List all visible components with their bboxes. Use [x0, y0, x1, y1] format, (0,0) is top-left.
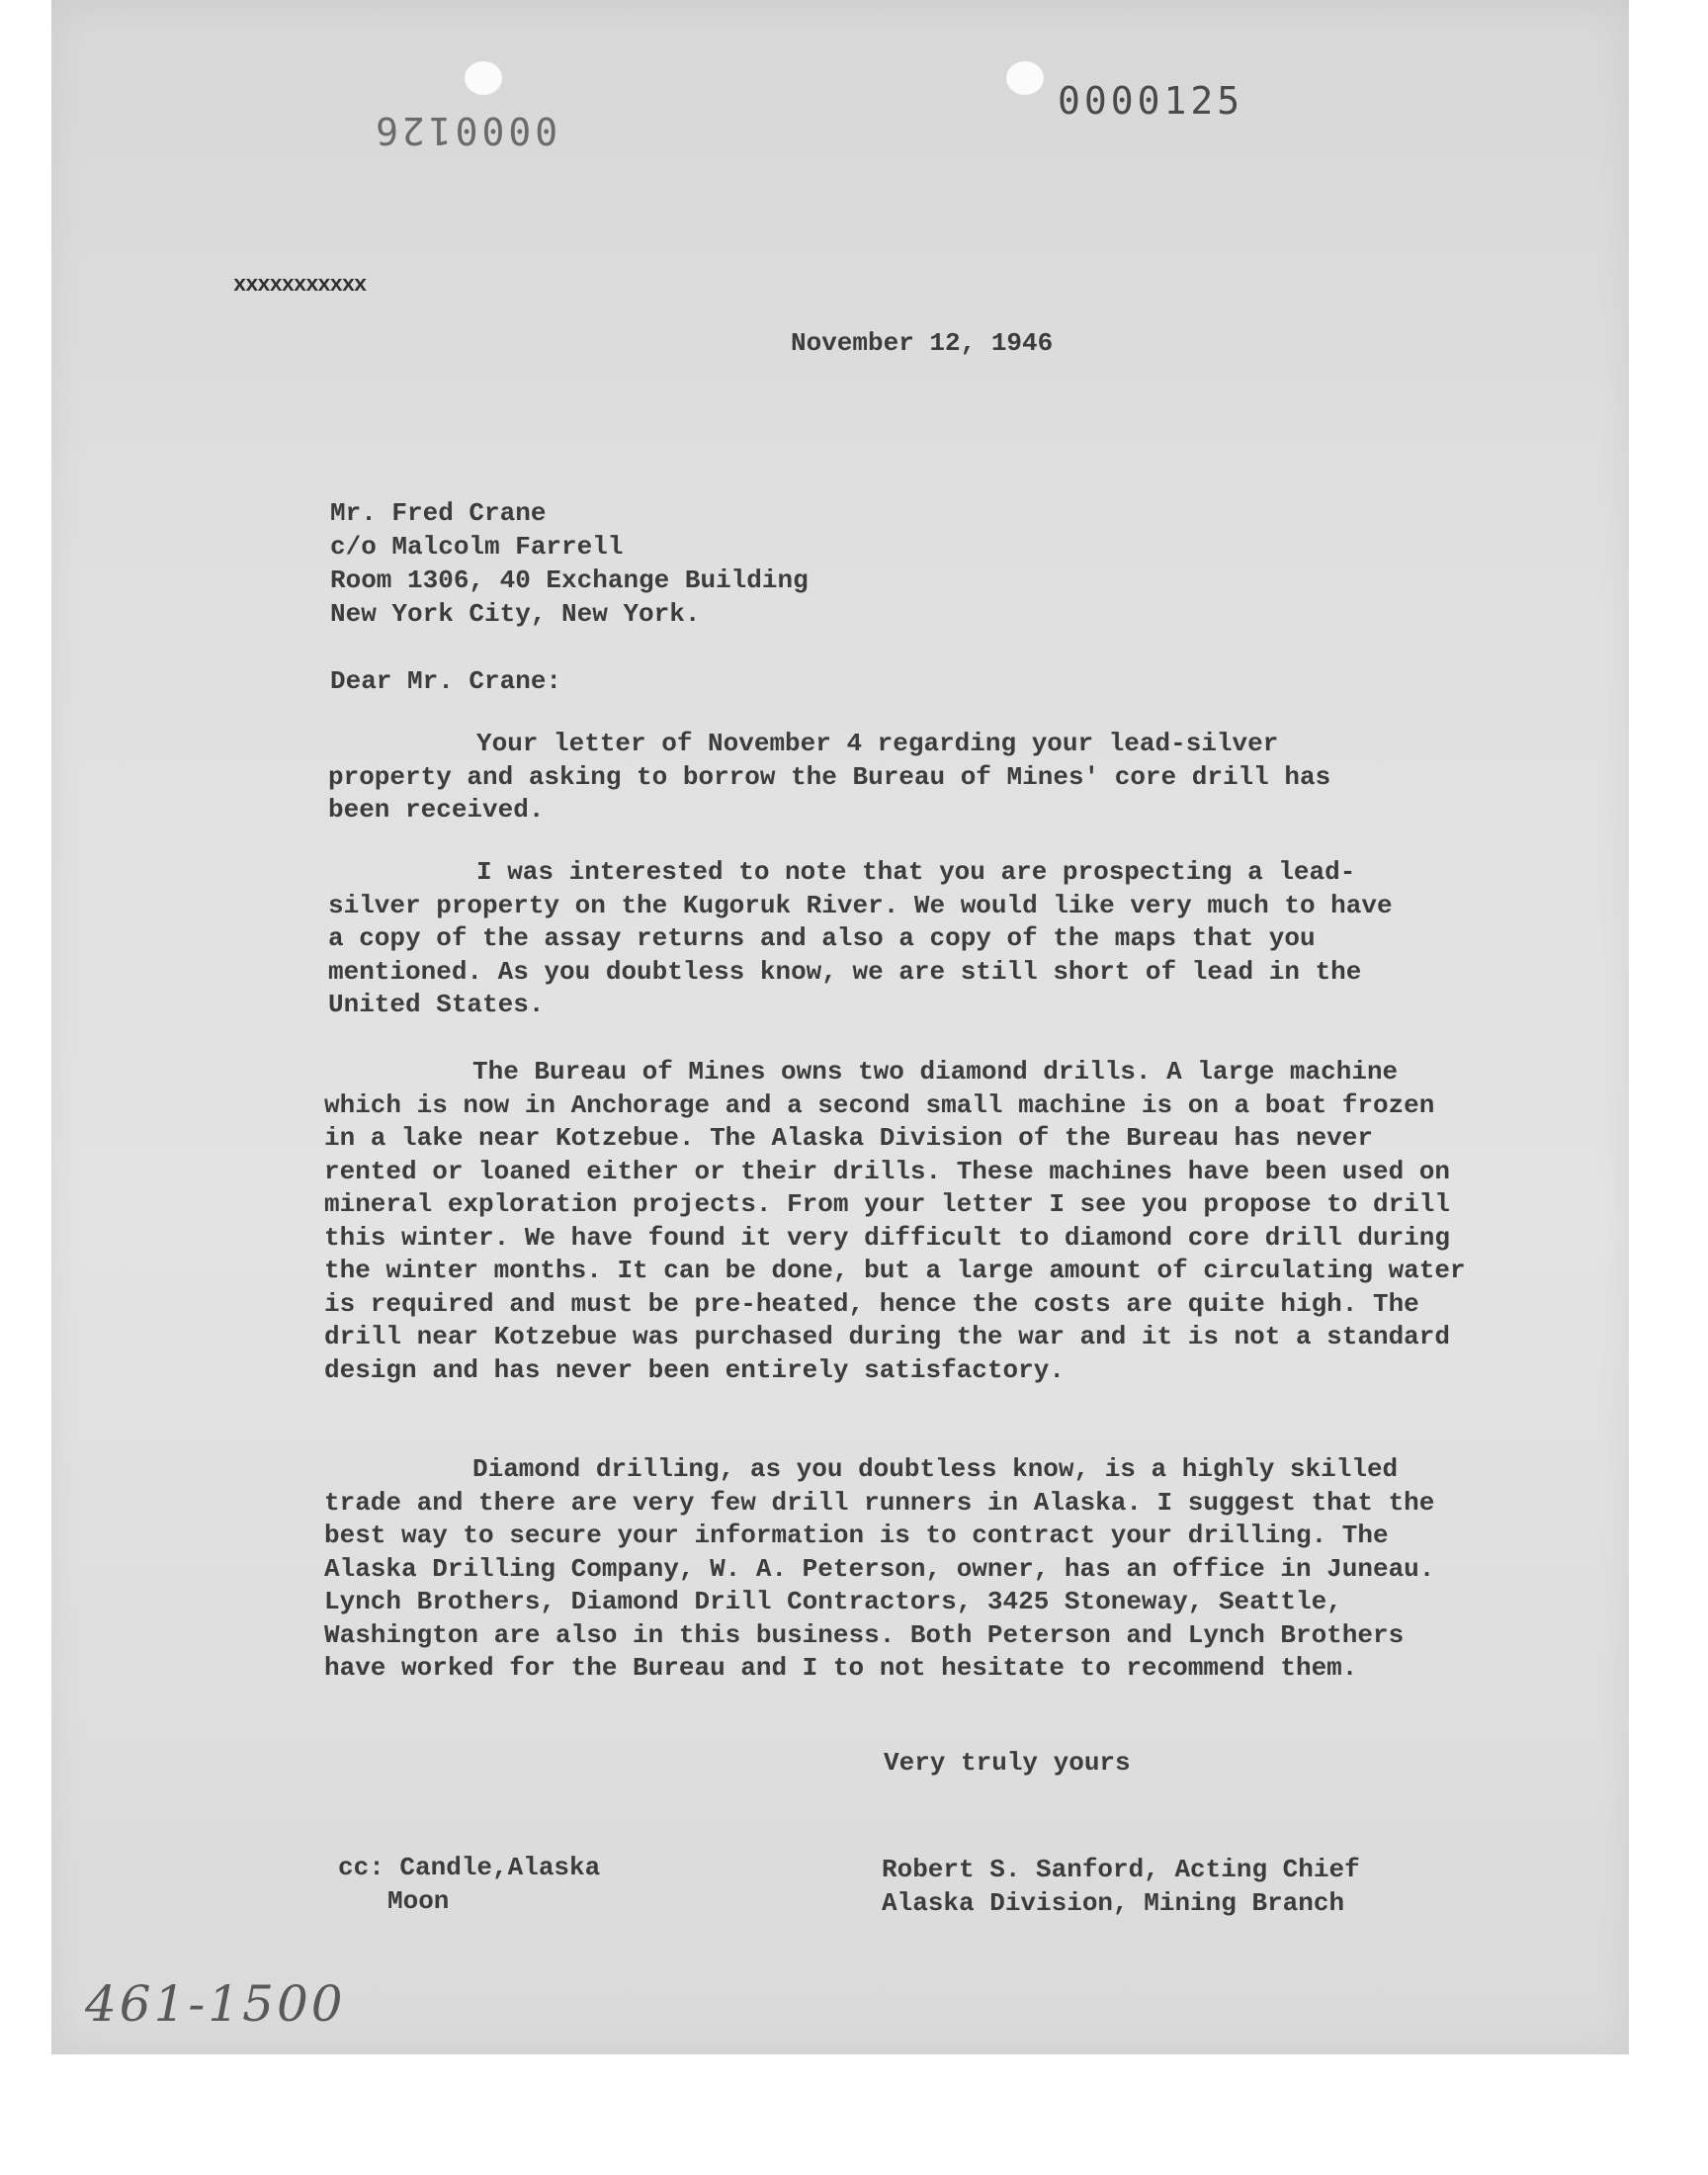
strikeout-line: xxxxxxxxxxx: [233, 273, 367, 298]
handwritten-file-number: 461-1500: [85, 1975, 346, 2033]
punch-hole-right: [1006, 61, 1044, 95]
recipient-room: Room 1306, 40 Exchange Building: [330, 566, 809, 595]
paragraph-3: The Bureau of Mines owns two diamond drills. A large machine which is now in Anchorage and a second small machine is on a boat frozen in a lake near Kotzebue. The Alaska Division of the Bureau has never rented or loaned either or their drills. These machines have been used on mineral exploration projects. From your letter I see you propose to drill this winter. We have found it very difficult to diamond core drill during the winter months. It can be done, but a large amount of circulating water is required and must be pre-heated, hence the costs are quite high. The drill near Kotzebue was purchased during the war and it is not a standard design and has never been entirely satisfactory.: [324, 1057, 1466, 1385]
cc-line-2: Moon: [387, 1886, 450, 1916]
paragraph-1: Your letter of November 4 regarding your lead-silver property and asking to borrow the Bureau of Mines' core drill has been received.: [328, 729, 1331, 825]
paragraph-2: I was interested to note that you are prospecting a lead-silver property on the Kugoruk River. We would like very much to have a copy of the assay returns and also a copy of the maps that you mentioned. As you doubtless know, we are still short of lead in the United States.: [328, 857, 1393, 1019]
closing: Very truly yours: [884, 1748, 1131, 1778]
letter-date: November 12, 1946: [791, 328, 1054, 358]
paragraph-4: Diamond drilling, as you doubtless know, is a highly skilled trade and there are very few drill runners in Alaska. I suggest that the best way to secure your information is to contract your drilling. The Alaska Drilling Company, W. A. Peterson, owner, has an office in Juneau. Lynch Brothers, Diamond Drill Contractors, 3425 Stoneway, Seattle, Washington are also in this business. Both Peterson and Lynch Brothers have worked for the Bureau and I to not hesitate to recommend them.: [324, 1454, 1435, 1683]
signature-division: Alaska Division, Mining Branch: [882, 1888, 1345, 1918]
salutation: Dear Mr. Crane:: [330, 666, 562, 696]
signature-name-title: Robert S. Sanford, Acting Chief: [882, 1855, 1360, 1884]
recipient-city: New York City, New York.: [330, 599, 701, 629]
file-number-inverted: 0000126: [372, 109, 558, 152]
recipient-name: Mr. Fred Crane: [330, 498, 547, 528]
letter-paper: [51, 0, 1629, 2054]
file-number: 0000125: [1058, 79, 1244, 123]
punch-hole-left: [465, 61, 502, 95]
cc-line: cc: Candle,Alaska: [338, 1853, 601, 1882]
recipient-care-of: c/o Malcolm Farrell: [330, 532, 624, 562]
